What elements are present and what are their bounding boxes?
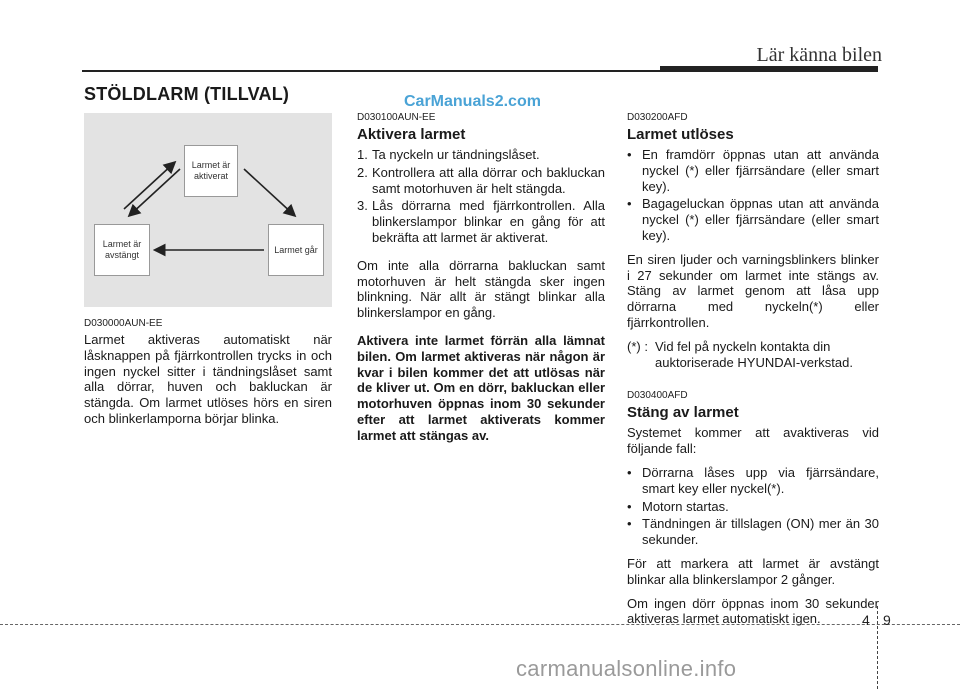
figure-code: D030000AUN-EE [84, 318, 163, 329]
paragraph: Om ingen dörr öppnas inom 30 sekunder aktiveras larmet automatiskt igen. [627, 595, 879, 627]
col1-paragraph: Larmet aktiveras automatiskt när låsknappen på fjärrkontrollen trycks in och ingen nyckel sitter i tändningslåset samt alla dörrar, huven och bakluckan är stängda. Om larmet utlöses hörs en siren och blinkerlamporna börjar blinka. [84, 332, 332, 426]
paragraph: En siren ljuder och varningsblinkers blinker i 27 sekunder om larmet inte stängs av. Stäng av larmet genom att låsa upp dörrarna med nyckeln(*) eller fjärrkontrollen. [627, 251, 879, 330]
page-number-chapter: 4 [862, 612, 870, 628]
header-rule-thick [660, 66, 878, 72]
watermark-logo[interactable]: CarManuals2.com [404, 93, 541, 110]
footnote: (*) : Vid fel på nyckeln kontakta din auktoriserade HYUNDAI-verkstad. [627, 338, 853, 370]
state-box-off: Larmet är avstängt [94, 224, 150, 276]
alarm-state-diagram [84, 113, 332, 307]
list-item: • Motorn startas. [627, 498, 729, 514]
list-item: • En framdörr öppnas utan att använda nyckel (*) eller fjärrsändare (eller smart key). [627, 147, 879, 194]
list-item: • Tändningen är tillslagen (ON) mer än 30 sekunder. [627, 516, 879, 548]
arrow-activated-to-off [130, 169, 180, 215]
section-title: STÖLDLARM (TILLVAL) [84, 84, 290, 104]
list-item: • Dörrarna låses upp via fjärrsändare, smart key eller nyckel(*). [627, 464, 879, 496]
page-number-page: 9 [883, 612, 891, 628]
arrow-activated-to-goes [244, 169, 294, 215]
paragraph: Systemet kommer att avaktiveras vid följande fall: [627, 425, 879, 457]
deactivation-list [627, 465, 879, 548]
list-item: 2. Kontrollera att alla dörrar och bakluckan samt motorhuven är helt stängda. [357, 164, 605, 196]
page-number-separator [877, 606, 879, 689]
section-heading: Aktivera larmet [357, 126, 466, 143]
section-code: D030200AFD [627, 112, 688, 123]
activation-steps [357, 147, 605, 246]
state-box-activated: Larmet är aktiverat [184, 145, 238, 197]
header-rule-thin [82, 70, 662, 72]
diagram-arrows [84, 113, 332, 307]
list-item: 1. Ta nyckeln ur tändningslåset. [357, 147, 540, 162]
section-code: D030400AFD [627, 390, 688, 402]
paragraph: För att markera att larmet är avstängt blinkar alla blinkerslampor 2 gånger. [627, 555, 879, 587]
page-header-title: Lär känna bilen [756, 44, 882, 66]
footer-dashed-rule [0, 624, 960, 625]
list-item: • Bagageluckan öppnas utan att använda nyckel (*) eller fjärrsändare (eller smart key). [627, 196, 879, 243]
arrow-off-to-activated [124, 163, 174, 209]
section-heading: Stäng av larmet [627, 404, 739, 422]
paragraph: Om inte alla dörrarna bakluckan samt motorhuven är helt stängda sker ingen blinkning. När allt är stängt blinkar alla blinkerslampor en gång. [357, 257, 605, 321]
warning-paragraph: Aktivera inte larmet förrän alla lämnat bilen. Om larmet aktiveras när någon är kvar i bilen kommer det att utlösas när de kliver ut. Om en dörr, bakluckan eller motorhuven öppnas inom 30 sekunder efter att larmet aktiverats kommer larmet att stängas av. [357, 332, 605, 443]
footer-watermark[interactable]: carmanualsonline.info [516, 656, 737, 681]
state-box-goes: Larmet går [268, 224, 324, 276]
list-item: 3. Lås dörrarna med fjärrkontrollen. Alla blinkerslampor blinkar en gång för att bekräfta att larmet är aktiverat. [357, 198, 605, 245]
trigger-list [627, 147, 879, 244]
section-heading: Larmet utlöses [627, 126, 734, 143]
section-code: D030100AUN-EE [357, 112, 436, 123]
